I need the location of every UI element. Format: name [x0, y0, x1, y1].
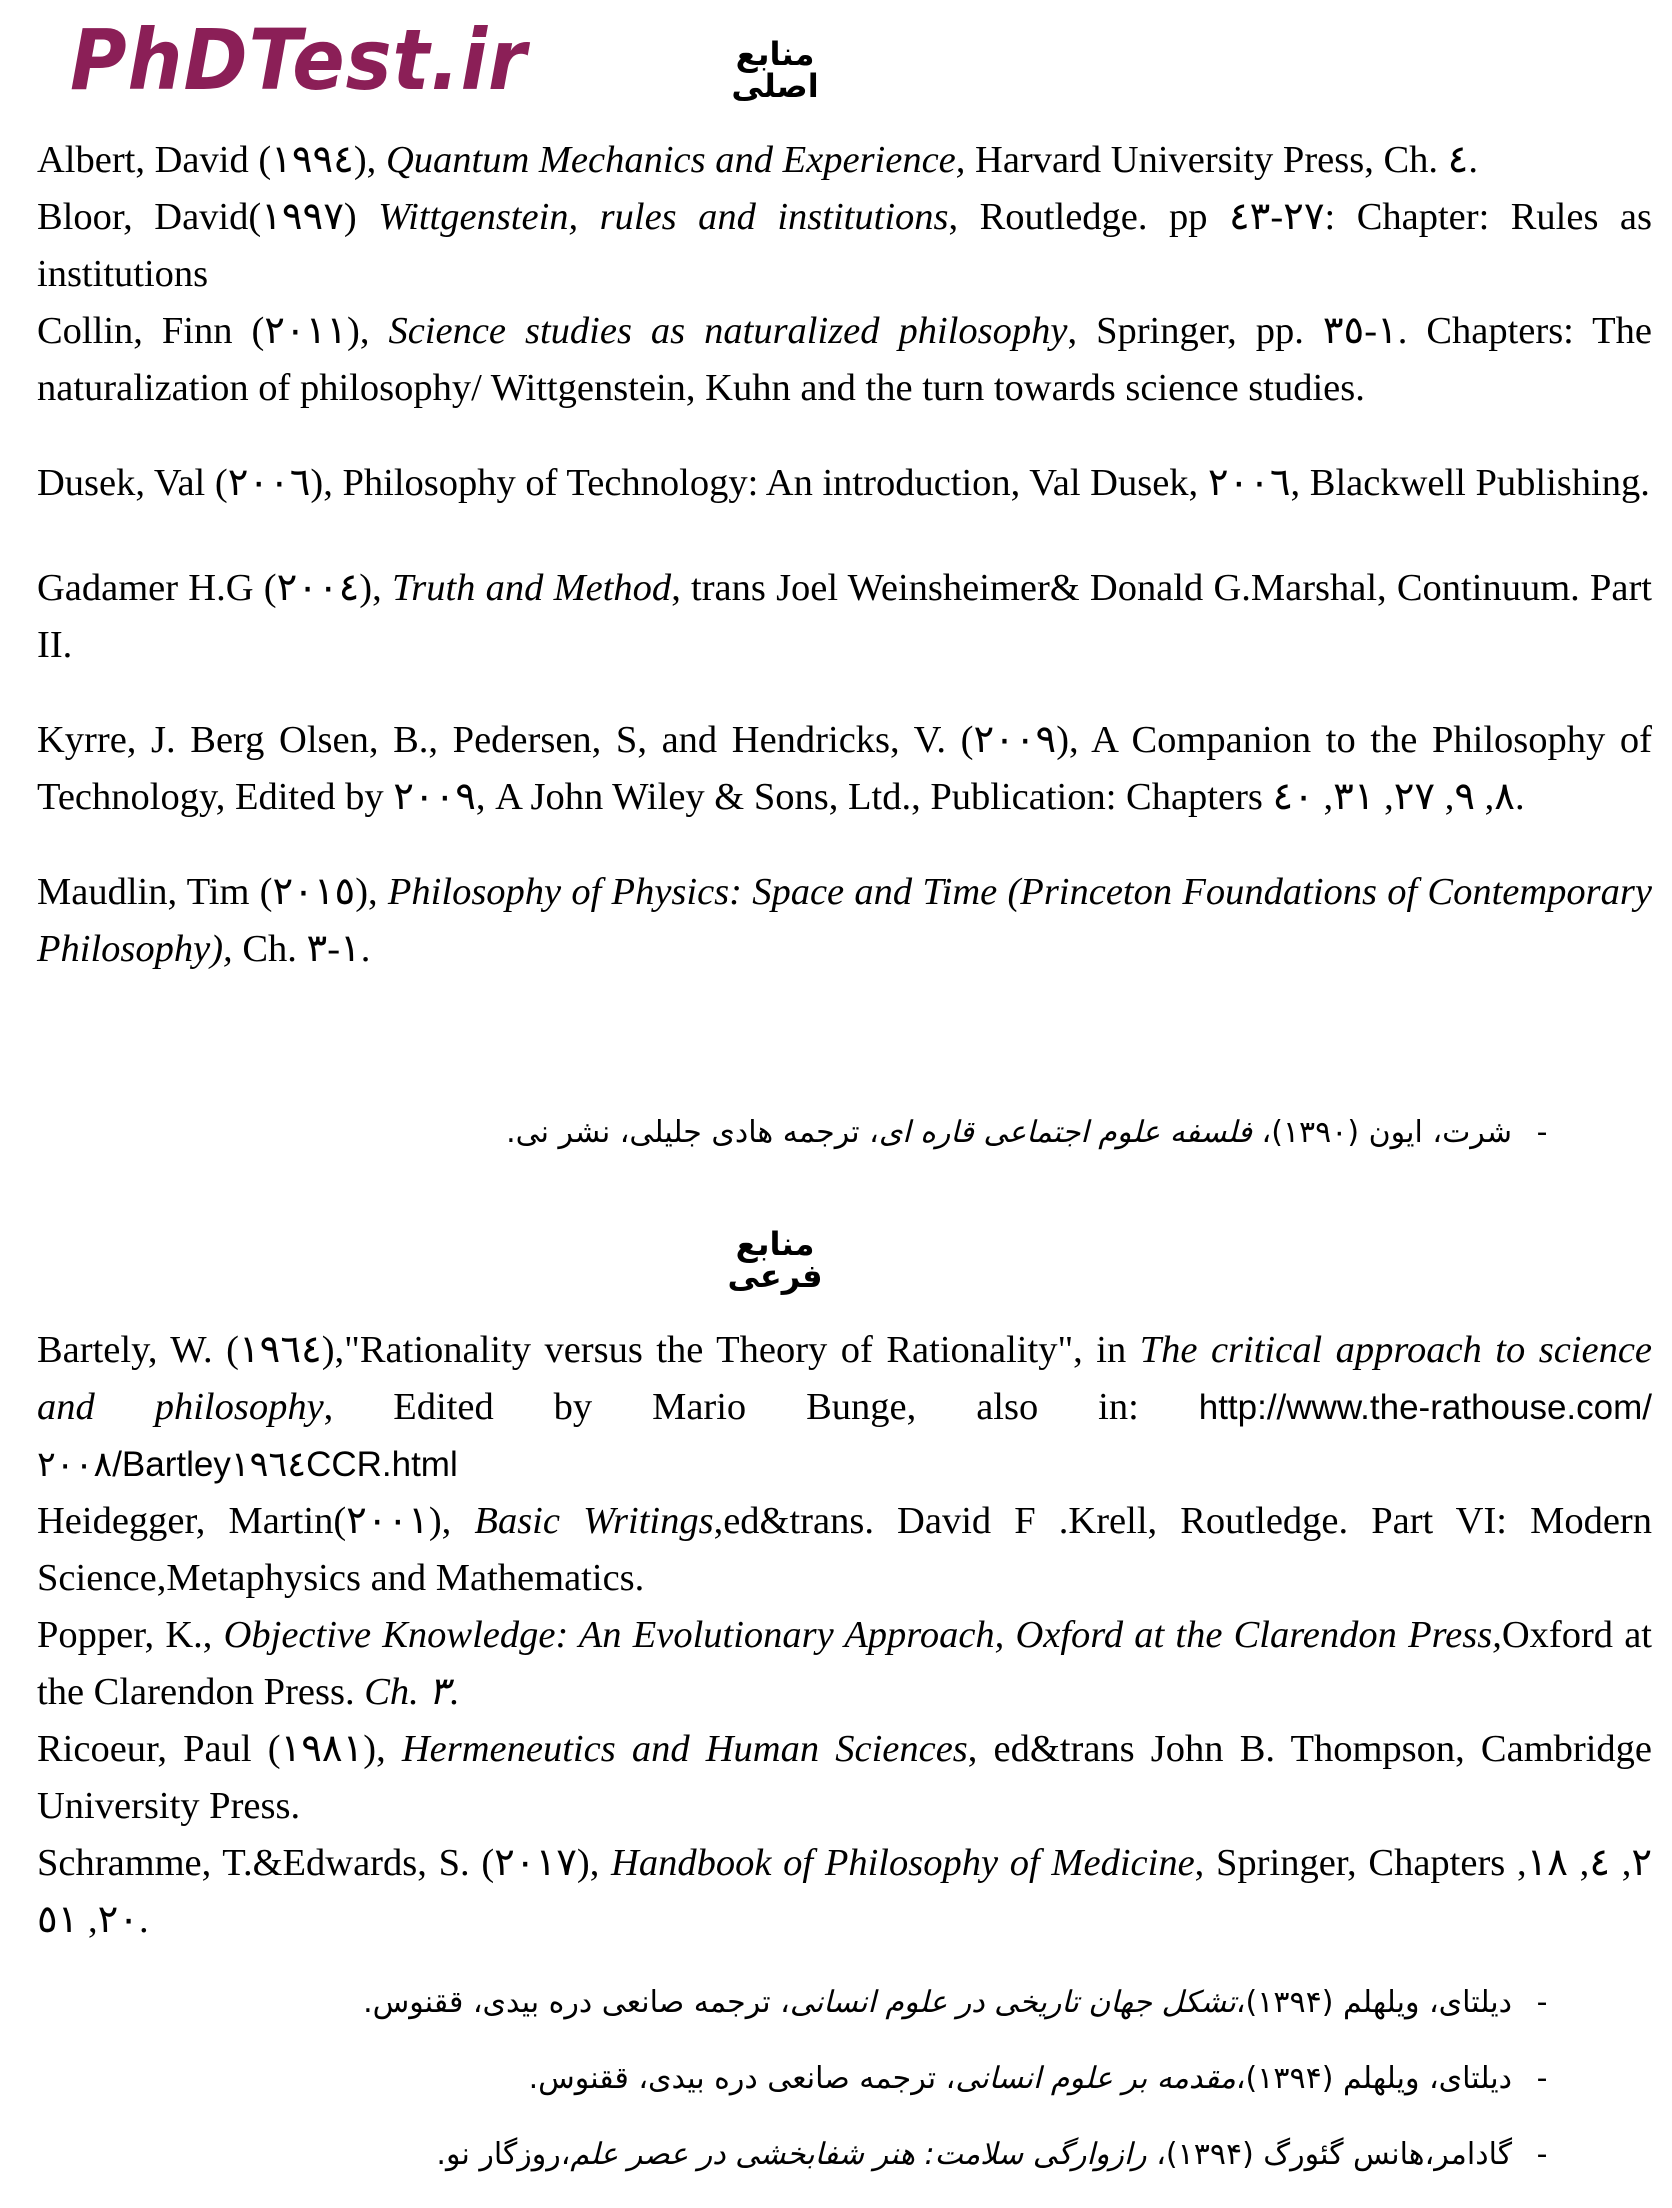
- reference-schramme: Schramme, T.&Edwards, S. (٢٠١٧), Handbook of Philosophy of Medicine, Springer, Chapters ٢, ٤, ١٨, ٢٠, ٥١.: [37, 1842, 1653, 1941]
- list-dash: -: [1536, 2061, 1548, 2096]
- secondary-references: [37, 1322, 1652, 1949]
- list-dash: -: [1536, 1985, 1548, 2020]
- main-references: [37, 132, 1652, 978]
- list-dash: -: [1536, 2137, 1548, 2172]
- reference-collin: Collin, Finn (٢٠١١), Science studies as naturalized philosophy, Springer, pp. ١-٣٥. Chapters: The naturalization of philosophy/ Wittgenstein, Kuhn and the turn towards science studies.: [37, 310, 1653, 409]
- secondary-sources-heading: منابع فرعی: [727, 1225, 823, 1295]
- reference-kyrre: Kyrre, J. Berg Olsen, B., Pedersen, S, and Hendricks, V. (٢٠٠٩), A Companion to the Philosophy of Technology, Edited by ٢٠٠٩, A John Wiley & Sons, Ltd., Publication: Chapters ٨, ٩, ٢٧, ٣١, ٤٠.: [37, 719, 1652, 818]
- reference-dusek: Dusek, Val (٢٠٠٦), Philosophy of Technology: An introduction, Val Dusek, ٢٠٠٦, Blackwell Publishing.: [37, 462, 1650, 504]
- list-dash: -: [1536, 1115, 1548, 1150]
- reference-url[interactable]: http://www.the-rathouse.com/٢٠٠٨/Bartley١٩٦٤CCR.html: [37, 1388, 1652, 1484]
- reference-fa-dilthey-1: -دیلتای، ویلهلم (۱۳۹۴)،تشکل جهان تاریخی در علوم انسانی، ترجمه صانعی دره بیدی، ققنوس.: [363, 1988, 1572, 2018]
- reference-albert: Albert, David (١٩٩٤), Quantum Mechanics and Experience, Harvard University Press, Ch. ٤.: [37, 139, 1478, 181]
- reference-fa-shart: -شرت، ایون (۱۳۹۰)، فلسفه علوم اجتماعی قاره ای، ترجمه هادی جلیلی، نشر نی.: [506, 1118, 1572, 1148]
- reference-popper: Popper, K., Objective Knowledge: An Evolutionary Approach, Oxford at the Clarendon Press,Oxford at the Clarendon Press. Ch. ٣.: [37, 1614, 1652, 1713]
- reference-gadamer: Gadamer H.G (٢٠٠٤), Truth and Method, trans Joel Weinsheimer& Donald G.Marshal, Continuum. Part II.: [37, 567, 1653, 666]
- main-sources-heading: منابع اصلی: [731, 35, 819, 105]
- reference-fa-dilthey-2: -دیلتای، ویلهلم (۱۳۹۴)،مقدمه بر علوم انسانی، ترجمه صانعی دره بیدی، ققنوس.: [529, 2064, 1572, 2094]
- reference-bloor: Bloor, David(١٩٩٧) Wittgenstein, rules and institutions, Routledge. pp ٢٧-٤٣: Chapter: Rules as institutions: [37, 196, 1652, 295]
- reference-bartely: Bartely, W. (١٩٦٤),"Rationality versus the Theory of Rationality", in The critical approach to science and philosophy, Edited by Mario Bunge, also in: http://www.the-rathouse.com/٢٠٠٨/Bartley١٩٦٤CCR.html: [37, 1329, 1652, 1484]
- site-logo: PhDTest.ir: [70, 11, 528, 109]
- reference-heidegger: Heidegger, Martin(٢٠٠١), Basic Writings,ed&trans. David F .Krell, Routledge. Part VI: Modern Science,Metaphysics and Mathematics.: [37, 1500, 1652, 1599]
- reference-fa-gadamer: -گادامر،هانس گئورگ (۱۳۹۴)، رازوارگی سلامت: هنر شفابخشی در عصر علم،روزگار نو.: [436, 2140, 1572, 2170]
- reference-maudlin: Maudlin, Tim (٢٠١٥), Philosophy of Physics: Space and Time (Princeton Foundations of Contemporary Philosophy), Ch. ١-٣.: [37, 871, 1652, 970]
- reference-ricoeur: Ricoeur, Paul (١٩٨١), Hermeneutics and Human Sciences, ed&trans John B. Thompson, Cambridge University Press.: [37, 1728, 1652, 1827]
